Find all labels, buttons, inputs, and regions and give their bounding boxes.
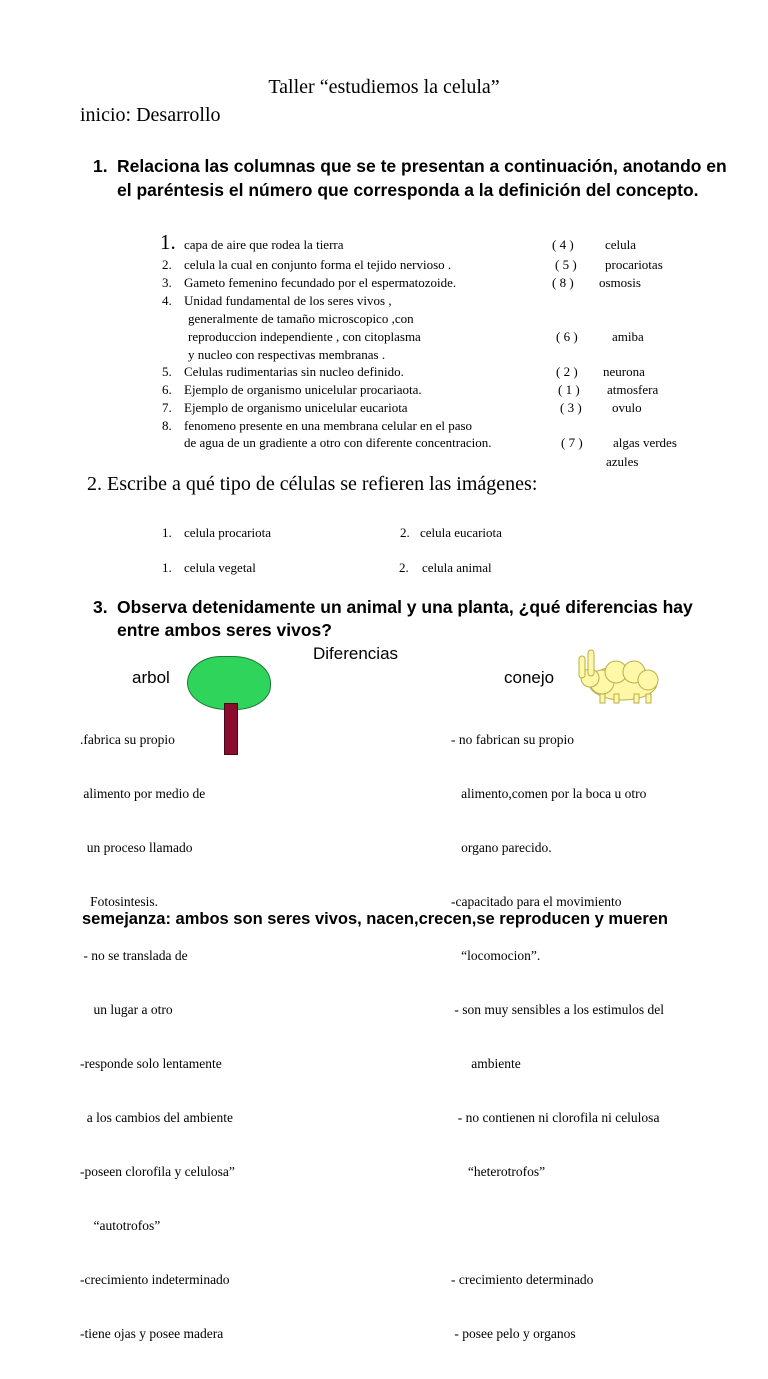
q1-line-2: el paréntesis el número que corresponda a la definición del concepto. — [117, 180, 699, 200]
q1-item-6-text: Ejemplo de organismo unicelular procariaota. — [184, 382, 422, 397]
left-line: a los cambios del ambiente — [80, 1110, 233, 1125]
q1-item-7-answer: ovulo — [612, 400, 642, 415]
left-line: Fotosintesis. — [80, 894, 159, 909]
q1-item-4-text-2: generalmente de tamaño microscopico ,con — [188, 311, 414, 326]
q1-item-1-answer: celula — [605, 237, 637, 252]
q1-item-2-number: 2. — [162, 257, 172, 272]
right-line: - no fabrican su propio — [451, 732, 574, 747]
q1-item-4-number: 4. — [162, 293, 172, 308]
left-line: -responde solo lentamente — [80, 1056, 222, 1071]
q2-row1-num-1: 1. — [162, 525, 172, 540]
q3-heading: Diferencias — [313, 644, 399, 663]
right-line: “heterotrofos” — [451, 1164, 546, 1179]
q3-right-list — [451, 695, 664, 1379]
q1-item-4-text-4: y nucleo con respectivas membranas . — [188, 347, 386, 362]
q3-line-1: Observa detenidamente un animal y una planta, ¿qué diferencias hay — [117, 597, 693, 617]
right-line: - no contienen ni clorofila ni celulosa — [451, 1110, 660, 1125]
q3-right-title: conejo — [504, 668, 555, 687]
q3-number: 3. — [93, 597, 108, 617]
right-line: organo parecido. — [451, 840, 552, 855]
q2-row2-num-2: 2. — [399, 560, 409, 575]
right-line: - posee pelo y organos — [451, 1326, 576, 1341]
q1-item-2-paren: ( 5 ) — [555, 257, 577, 272]
q1-item-6-number: 6. — [162, 382, 172, 397]
q1-item-2-text: celula la cual en conjunto forma el tejido nervioso . — [184, 257, 452, 272]
right-line: alimento,comen por la boca u otro — [451, 786, 647, 801]
q1-item-2-answer: procariotas — [605, 257, 663, 272]
q1-item-1-paren: ( 4 ) — [552, 237, 574, 252]
q1-item-3-number: 3. — [162, 275, 172, 290]
q3-semejanza: semejanza: ambos son seres vivos, nacen,crecen,se reproducen y mueren — [82, 910, 669, 928]
left-line: un lugar a otro — [80, 1002, 173, 1017]
q2-row2-num-1: 1. — [162, 560, 172, 575]
left-line: -crecimiento indeterminado — [80, 1272, 230, 1287]
q1-item-7-text: Ejemplo de organismo unicelular eucariota — [184, 400, 408, 415]
right-line: - son muy sensibles a los estimulos del — [451, 1002, 664, 1017]
q1-item-3-answer: osmosis — [599, 275, 641, 290]
q2-row2-label-1: celula vegetal — [184, 560, 256, 575]
q1-item-1-text: capa de aire que rodea la tierra — [184, 237, 344, 252]
q1-item-6-answer: atmosfera — [607, 382, 659, 397]
document-title: Taller “estudiemos la celula” — [268, 76, 500, 98]
q2-row1-label-2: celula eucariota — [420, 525, 502, 540]
q1-item-8-paren: ( 7 ) — [561, 435, 583, 450]
q2-text: 2. Escribe a qué tipo de células se refieren las imágenes: — [87, 473, 538, 495]
left-line: “autotrofos” — [80, 1218, 161, 1233]
q2-row2-label-2: celula animal — [422, 560, 492, 575]
right-line: - crecimiento determinado — [451, 1272, 594, 1287]
q3-left-title: arbol — [132, 668, 170, 687]
right-line: ambiente — [451, 1056, 521, 1071]
q2-row1-label-1: celula procariota — [184, 525, 271, 540]
left-line: - no se translada de — [80, 948, 188, 963]
q1-item-4-text-3: reproduccion independiente , con citoplasma — [188, 329, 421, 344]
q1-item-7-paren: ( 3 ) — [560, 400, 582, 415]
q1-item-8-answer: algas verdes — [613, 435, 677, 450]
q3-line-2: entre ambos seres vivos? — [117, 620, 332, 640]
q1-item-4-paren: ( 6 ) — [556, 329, 578, 344]
q1-item-8-text-1: fenomeno presente en una membrana celular en el paso — [184, 418, 473, 433]
left-line: un proceso llamado — [80, 840, 193, 855]
right-line: “locomocion”. — [451, 948, 541, 963]
q1-item-8-answer-2: azules — [606, 454, 639, 469]
q1-item-3-text: Gameto femenino fecundado por el espermatozoide. — [184, 275, 457, 290]
left-line: alimento por medio de — [80, 786, 206, 801]
left-line: .fabrica su propio — [80, 732, 175, 747]
q1-item-4-text-1: Unidad fundamental de los seres vivos , — [184, 293, 392, 308]
q1-item-8-text-2: de agua de un gradiente a otro con diferente concentracion. — [184, 435, 492, 450]
q2-row1-num-2: 2. — [400, 525, 410, 540]
q1-item-3-paren: ( 8 ) — [552, 275, 574, 290]
q1-item-5-number: 5. — [162, 364, 172, 379]
right-line: -capacitado para el movimiento — [451, 894, 622, 909]
q1-item-5-text: Celulas rudimentarias sin nucleo definido. — [184, 364, 404, 379]
left-line: -tiene ojas y posee madera — [80, 1326, 224, 1341]
q1-item-5-paren: ( 2 ) — [556, 364, 578, 379]
q1-item-1-number: 1. — [160, 230, 176, 254]
q3-left-list — [80, 695, 235, 1379]
q1-item-8-number: 8. — [162, 418, 172, 433]
q1-item-7-number: 7. — [162, 400, 172, 415]
q1-number: 1. — [93, 156, 108, 176]
q1-item-6-paren: ( 1 ) — [558, 382, 580, 397]
right-line — [451, 1217, 664, 1235]
q1-item-4-answer: amiba — [612, 329, 644, 344]
left-line: -poseen clorofila y celulosa” — [80, 1164, 235, 1179]
q1-line-1: Relaciona las columnas que se te presentan a continuación, anotando en — [117, 156, 727, 176]
q1-item-5-answer: neurona — [603, 364, 645, 379]
section-heading: inicio: Desarrollo — [80, 104, 221, 126]
